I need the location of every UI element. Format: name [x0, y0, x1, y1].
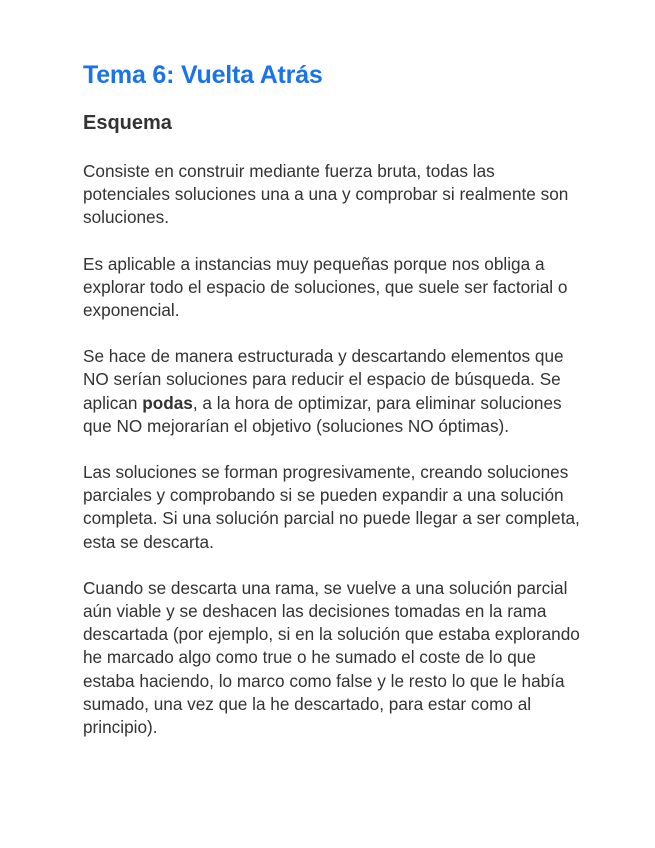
- page-title: Tema 6: Vuelta Atrás: [83, 61, 323, 89]
- paragraph-3: [83, 345, 585, 438]
- paragraph-1: Consiste en construir mediante fuerza bruta, todas las potenciales soluciones una a una y comprobar si realmente son soluciones.: [83, 161, 569, 228]
- paragraph-3-text-end: , a la hora de optimizar, para eliminar soluciones que NO mejorarían el objetivo (soluciones NO óptimas).: [83, 392, 562, 436]
- section-heading: Esquema: [83, 112, 172, 134]
- paragraph-5: Cuando se descarta una rama, se vuelve a una solución parcial aún viable y se deshacen las decisiones tomadas en la rama descartada (por ejemplo, si en la solución que estaba explorando he marcado algo como true o he sumado el coste de lo que estaba haciendo, lo marco como false y le resto lo que le había sumado, una vez que la he descartado, para estar como al principio).: [83, 577, 580, 738]
- paragraph-4: Las soluciones se forman progresivamente, creando soluciones parciales y comprobando si se pueden expandir a una solución completa. Si una solución parcial no puede llegar a ser completa, esta se descarta.: [83, 462, 580, 552]
- paragraph-2: Es aplicable a instancias muy pequeñas porque nos obliga a explorar todo el espacio de soluciones, que suele ser factorial o exponencial.: [83, 253, 568, 321]
- paragraph-3-text-start: Se hace de manera estructurada y descartando elementos que NO serían soluciones para reducir el espacio de búsqueda. Se aplican: [83, 346, 564, 413]
- bold-term-podas: podas: [142, 392, 193, 413]
